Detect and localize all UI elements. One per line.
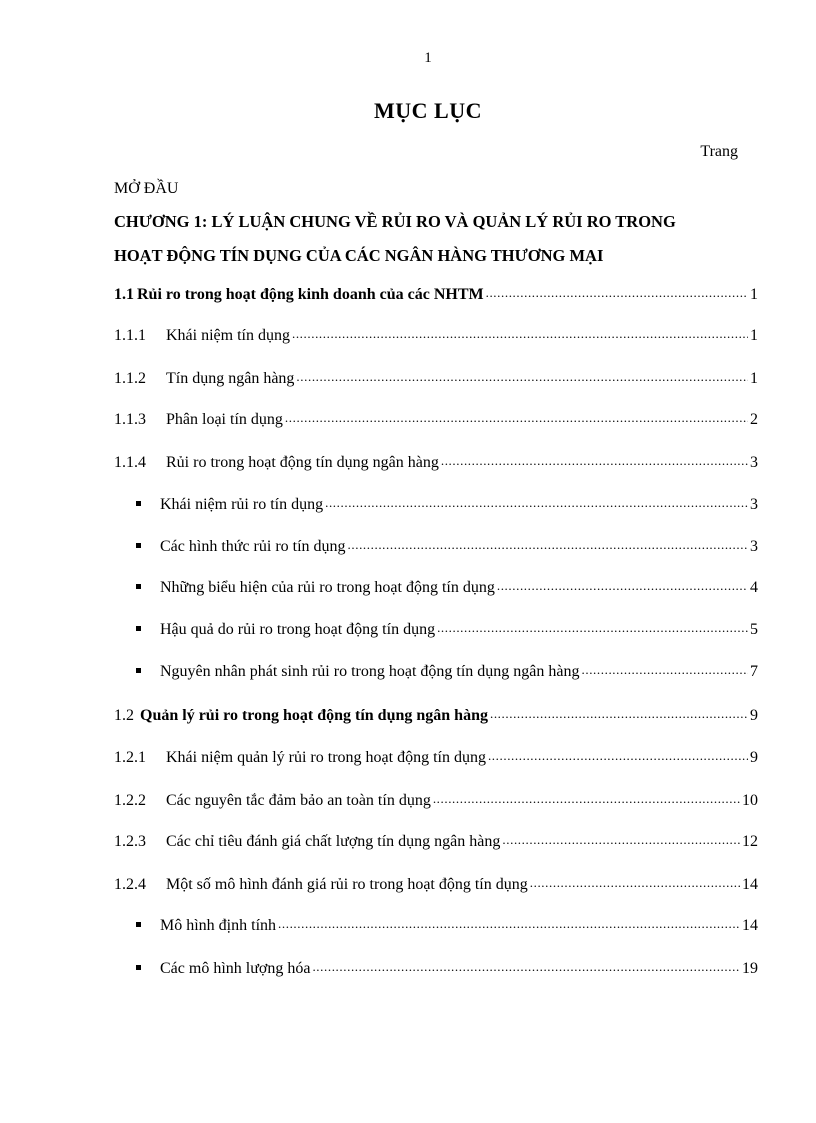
square-bullet-icon [114,621,160,639]
toc-entry-number: 1.2.4 [114,876,146,893]
toc-entry-title: Các mô hình lượng hóa [160,960,311,977]
toc-entry-page: 1 [750,286,758,303]
toc-entry-number: 1.1.4 [114,454,146,471]
toc-entry-page: 1 [750,370,758,387]
toc-entry-page: 1 [750,327,758,344]
toc-entry-number: 1.2.1 [114,749,146,766]
toc-entry-1-1-1[interactable] [114,324,758,345]
square-bullet-icon [114,960,160,978]
toc-entry-1-2-3[interactable] [114,830,758,851]
toc-entry-title: Khái niệm tín dụng [166,327,290,344]
dot-leader [348,535,748,551]
toc-entry-title: Khái niệm quản lý rủi ro trong hoạt động tín dụng [166,749,486,766]
toc-subentry[interactable] [114,535,758,556]
toc-title: MỤC LỤC [374,98,482,123]
dot-leader [296,367,748,383]
toc-entry-page: 12 [742,833,758,850]
dot-leader [490,704,748,720]
toc-subentry[interactable] [114,914,758,935]
toc-subentry[interactable] [114,618,758,639]
intro-heading: MỞ ĐẦU [114,180,179,197]
toc-entry-page: 3 [750,454,758,471]
toc-entry-page: 10 [742,792,758,809]
square-bullet-icon [114,663,160,681]
dot-leader [285,408,748,424]
toc-entry-1-2[interactable] [114,704,758,725]
page-number: 1 [424,50,432,66]
toc-entry-page: 3 [750,538,758,555]
toc-entry-number: 1.2.3 [114,833,146,850]
toc-entry-number: 1.1.1 [114,327,146,344]
toc-entry-title: Mô hình định tính [160,917,277,934]
dot-leader [502,830,740,846]
toc-entry-title: Các chỉ tiêu đánh giá chất lượng tín dụng ngân hàng [166,833,501,850]
dot-leader [488,746,748,762]
toc-entry-title: Rủi ro trong hoạt động tín dụng ngân hàng [166,454,439,471]
dot-leader [433,789,740,805]
toc-entry-title: Hậu quả do rủi ro trong hoạt động tín dụng [160,621,436,638]
toc-entry-number: 1.1 [114,286,134,303]
dot-leader [582,660,749,676]
toc-entry-title: Rủi ro trong hoạt động kinh doanh của các NHTM [137,286,484,303]
toc-entry-1-2-2[interactable] [114,789,758,810]
toc-entry-1-1-2[interactable] [114,367,758,388]
square-bullet-icon [114,496,160,514]
toc-subentry[interactable] [114,660,758,681]
toc-entry-title: Khái niệm rủi ro tín dụng [160,496,324,513]
chapter-heading-line-1: CHƯƠNG 1: LÝ LUẬN CHUNG VỀ RỦI RO VÀ QUẢN LÝ RỦI RO TRONG [114,212,676,231]
toc-entry-1-1-3[interactable] [114,408,758,429]
chapter-heading-line-2: HOẠT ĐỘNG TÍN DỤNG CỦA CÁC NGÂN HÀNG THƯƠNG MẠI [114,246,604,265]
toc-entry-page: 5 [750,621,758,638]
toc-entry-number: 1.2 [114,707,134,724]
toc-entry-title: Một số mô hình đánh giá rủi ro trong hoạt động tín dụng [166,876,528,893]
toc-entry-title: Các nguyên tắc đảm bảo an toàn tín dụng [166,792,431,809]
square-bullet-icon [114,538,160,556]
toc-subentry[interactable] [114,493,758,514]
dot-leader [437,618,748,634]
toc-entry-title: Phân loại tín dụng [166,411,283,428]
toc-entry-title: Quản lý rủi ro trong hoạt động tín dụng ngân hàng [140,707,488,724]
toc-subentry[interactable] [114,576,758,597]
dot-leader [497,576,748,592]
toc-entry-page: 2 [750,411,758,428]
dot-leader [278,914,740,930]
toc-entry-page: 4 [750,579,758,596]
toc-entry-title: Các hình thức rủi ro tín dụng [160,538,346,555]
toc-entry-title: Tín dụng ngân hàng [166,370,295,387]
toc-entry-page: 9 [750,749,758,766]
toc-entry-title: Những biểu hiện của rủi ro trong hoạt động tín dụng [160,579,495,596]
toc-entry-1-2-1[interactable] [114,746,758,767]
dot-leader [325,493,748,509]
page-column-header: Trang [700,143,738,160]
dot-leader [441,451,748,467]
toc-entry-page: 14 [742,876,758,893]
square-bullet-icon [114,917,160,935]
dot-leader [312,957,740,973]
toc-entry-page: 14 [742,917,758,934]
toc-entry-page: 7 [750,663,758,680]
toc-entry-number: 1.2.2 [114,792,146,809]
toc-entry-page: 19 [742,960,758,977]
dot-leader [292,324,748,340]
square-bullet-icon [114,579,160,597]
toc-entry-1-1-4[interactable] [114,451,758,472]
toc-entry-1-2-4[interactable] [114,873,758,894]
toc-entry-number: 1.1.2 [114,370,146,387]
toc-entry-title: Nguyên nhân phát sinh rủi ro trong hoạt động tín dụng ngân hàng [160,663,580,680]
toc-entry-1-1[interactable] [114,283,758,304]
toc-subentry[interactable] [114,957,758,978]
dot-leader [486,283,748,299]
toc-entry-page: 3 [750,496,758,513]
toc-entry-number: 1.1.3 [114,411,146,428]
toc-entry-page: 9 [750,707,758,724]
dot-leader [530,873,740,889]
